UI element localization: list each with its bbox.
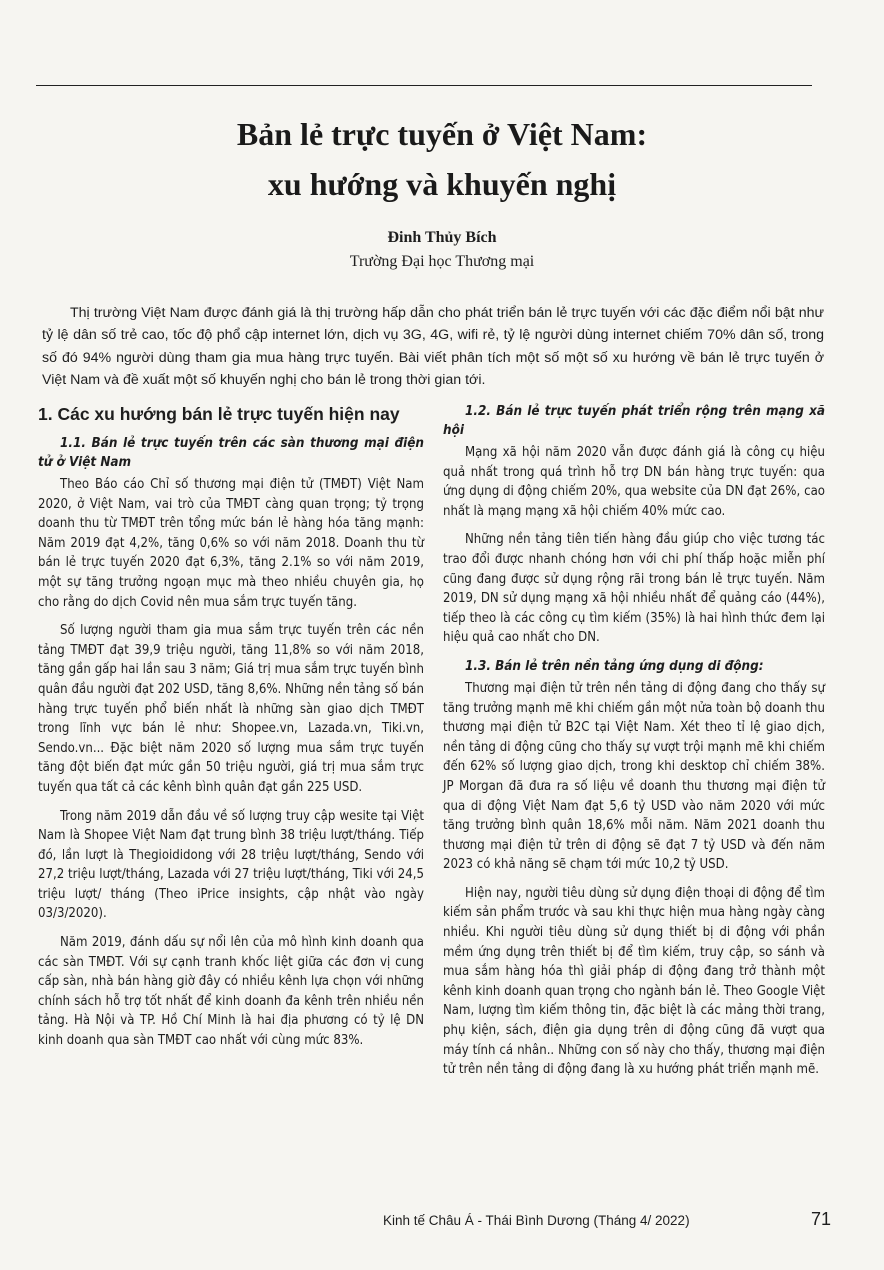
article-title-line-2: xu hướng và khuyến nghị [267,166,617,202]
paragraph: Mạng xã hội năm 2020 vẫn được đánh giá là công cụ hiệu quả nhất trong quá trình hỗ trợ DN bán hàng trực tuyến: qua ứng dụng di động chiếm 20%, qua website của DN đạt 26%, cao nhất là mạng mạng xã hội chiếm 40% mức cao. [443,445,825,519]
paragraph: Năm 2019, đánh dấu sự nổi lên của mô hình kinh doanh qua các sàn TMĐT. Với sự cạnh tranh khốc liệt giữa các đơn vị cung cấp sàn, nhà bán hàng giờ đây có nhiều kênh lựa chọn với những chính sách hỗ trợ tốt nhất để kinh doanh đa kênh trên nhiều nền tảng. Hà Nội và TP. Hồ Chí Minh là hai địa phương có tỷ lệ DN kinh doanh qua sàn TMĐT cao nhất với cùng mức 83%. [38,935,424,1049]
right-column [443,402,825,1089]
header-rule [36,85,812,86]
journal-footer: Kinh tế Châu Á - Thái Bình Dương (Tháng 4/ 2022) [383,1213,690,1228]
subheading-1-2: 1.2. Bán lẻ trực tuyến phát triển rộng trên mạng xã hội [443,404,825,438]
paragraph: Thương mại điện tử trên nền tảng di động đang cho thấy sự tăng trưởng mạnh mẽ khi chiếm gần một nửa toàn bộ doanh thu thương mại điện tử B2C tại Việt Nam. Xét theo tỉ lệ giao dịch, nền tảng di động cũng cho thấy sự vượt trội mạnh mẽ khi chiếm đến 62% số lượng giao dịch, trong khi desktop chỉ chiếm 38%. JP Morgan đã đưa ra số liệu về doanh thu thương mại điện tử qua di động Việt Nam đạt 5,6 tỷ USD vào năm 2020 với mức tăng trưởng bình quân 18,6% mỗi năm. Năm 2021 doanh thu thương mại điện tử trên di động sẽ đạt 7 tỷ USD và đến năm 2023 có khả năng sẽ chạm tới mức 10,2 tỷ USD. [443,680,825,873]
page-number: 71 [811,1209,832,1229]
paragraph: Theo Báo cáo Chỉ số thương mại điện tử (TMĐT) Việt Nam 2020, ở Việt Nam, vai trò của TMĐT càng quan trọng; tỷ trọng doanh thu từ TMĐT trên tổng mức bán lẻ hàng hóa tăng mạnh: Năm 2019 đạt 4,2%, tăng 0,6% so với năm 2018. Doanh thu từ bán lẻ trực tuyến 2020 đạt 6,3%, tăng 2.1% so với năm 2019, một sự tăng trưởng ngoạn mục mà theo nhiều chuyên gia, họ cho rằng do dịch Covid nên mua sắm trực tuyến tăng. [38,477,424,610]
article-title-line-1: Bản lẻ trực tuyến ở Việt Nam: [236,116,648,152]
paragraph: Trong năm 2019 dẫn đầu về số lượng truy cập wesite tại Việt Nam là Shopee Việt Nam đạt trung bình 38 triệu lượt/tháng. Tiếp đó, lần lượt là Thegioididong với 28 triệu lượt/tháng, Sendo với 27,2 triệu lượt/tháng, Lazada với 27 triệu lượt/tháng, Tiki với 24,5 triệu lượt/ tháng (Theo iPrice insights, cập nhật vào ngày 03/3/2020). [38,808,424,922]
section-heading-1: 1. Các xu hướng bán lẻ trực tuyến hiện nay [38,404,400,424]
abstract: Thị trường Việt Nam được đánh giá là thị trường hấp dẫn cho phát triển bán lẻ trực tuyến với các đặc điểm nổi bật như tỷ lệ dân số trẻ cao, tốc độ phổ cập internet lớn, dịch vụ 3G, 4G, wifi rẻ, tỷ lệ người dùng internet chiếm 70% dân số, trong số đó 94% người dùng tham gia mua hàng trực tuyến. Bài viết phân tích một số một số xu hướng về bán lẻ trực tuyến ở Việt Nam và đề xuất một số khuyến nghị cho bán lẻ trong thời gian tới. [42,305,824,389]
subheading-1-3: 1.3. Bán lẻ trên nền tảng ứng dụng di động: [465,658,764,674]
author-name: Đinh Thủy Bích [387,229,497,246]
paragraph: Những nền tảng tiên tiến hàng đầu giúp cho việc tương tác trao đổi được nhanh chóng hơn với chi phí thấp hoặc miễn phí cũng đang được sử dụng rộng rãi trong bán lẻ trực tuyến. Năm 2019, DN sử dụng mạng xã hội nhiều nhất để quảng cáo (44%), tiếp theo là các công cụ tìm kiếm (35%) là hai hình thức đem lại hiệu quả cao nhất cho DN. [443,532,825,646]
paragraph: Hiện nay, người tiêu dùng sử dụng điện thoại di động để tìm kiếm sản phẩm trước và sau khi thực hiện mua hàng ngày càng nhiều. Khi người tiêu dùng sử dụng thiết bị di động với phần mềm ứng dụng trên thiết bị để tìm kiếm, truy cập, so sánh và mua sắm hàng hóa thì giải pháp di động đang trở thành một kênh kinh doanh quan trọng cho ngành bán lẻ. Theo Google Việt Nam, lượng tìm kiếm thông tin, đặc biệt là các mảng thời trang, phụ kiện, sách, điện gia dụng trên di động cũng đã vượt qua máy tính cá nhân.. Những con số này cho thấy, thương mại điện tử trên nền tảng di động đang là xu hướng phát triển mạnh mẽ. [443,885,825,1078]
paragraph: Số lượng người tham gia mua sắm trực tuyến trên các nền tảng TMĐT đạt 39,9 triệu người, tăng 11,8% so với năm 2018, tăng gần gấp hai lần sau 3 năm; Giá trị mua sắm trực tuyến bình quân đầu người đạt 202 USD, tăng 8,6%. Những nền tảng số bán hàng trực tuyến phổ biến nhất là những sàn giao dịch TMĐT trong lĩnh vực bán lẻ như: Shopee.vn, Lazada.vn, Tiki.vn, Sendo.vn... Đặc biệt năm 2020 số lượng mua sắm trực tuyến tăng đột biến đạt mức gần 50 triệu người, giá trị mua sắm trực tuyến qua tất cả các kênh bình quân đạt gần 225 USD. [38,623,424,795]
subheading-1-1: 1.1. Bán lẻ trực tuyến trên các sàn thương mại điện tử ở Việt Nam [38,436,424,470]
left-column [38,402,424,1060]
author-affiliation: Trường Đại học Thương mại [349,253,535,270]
